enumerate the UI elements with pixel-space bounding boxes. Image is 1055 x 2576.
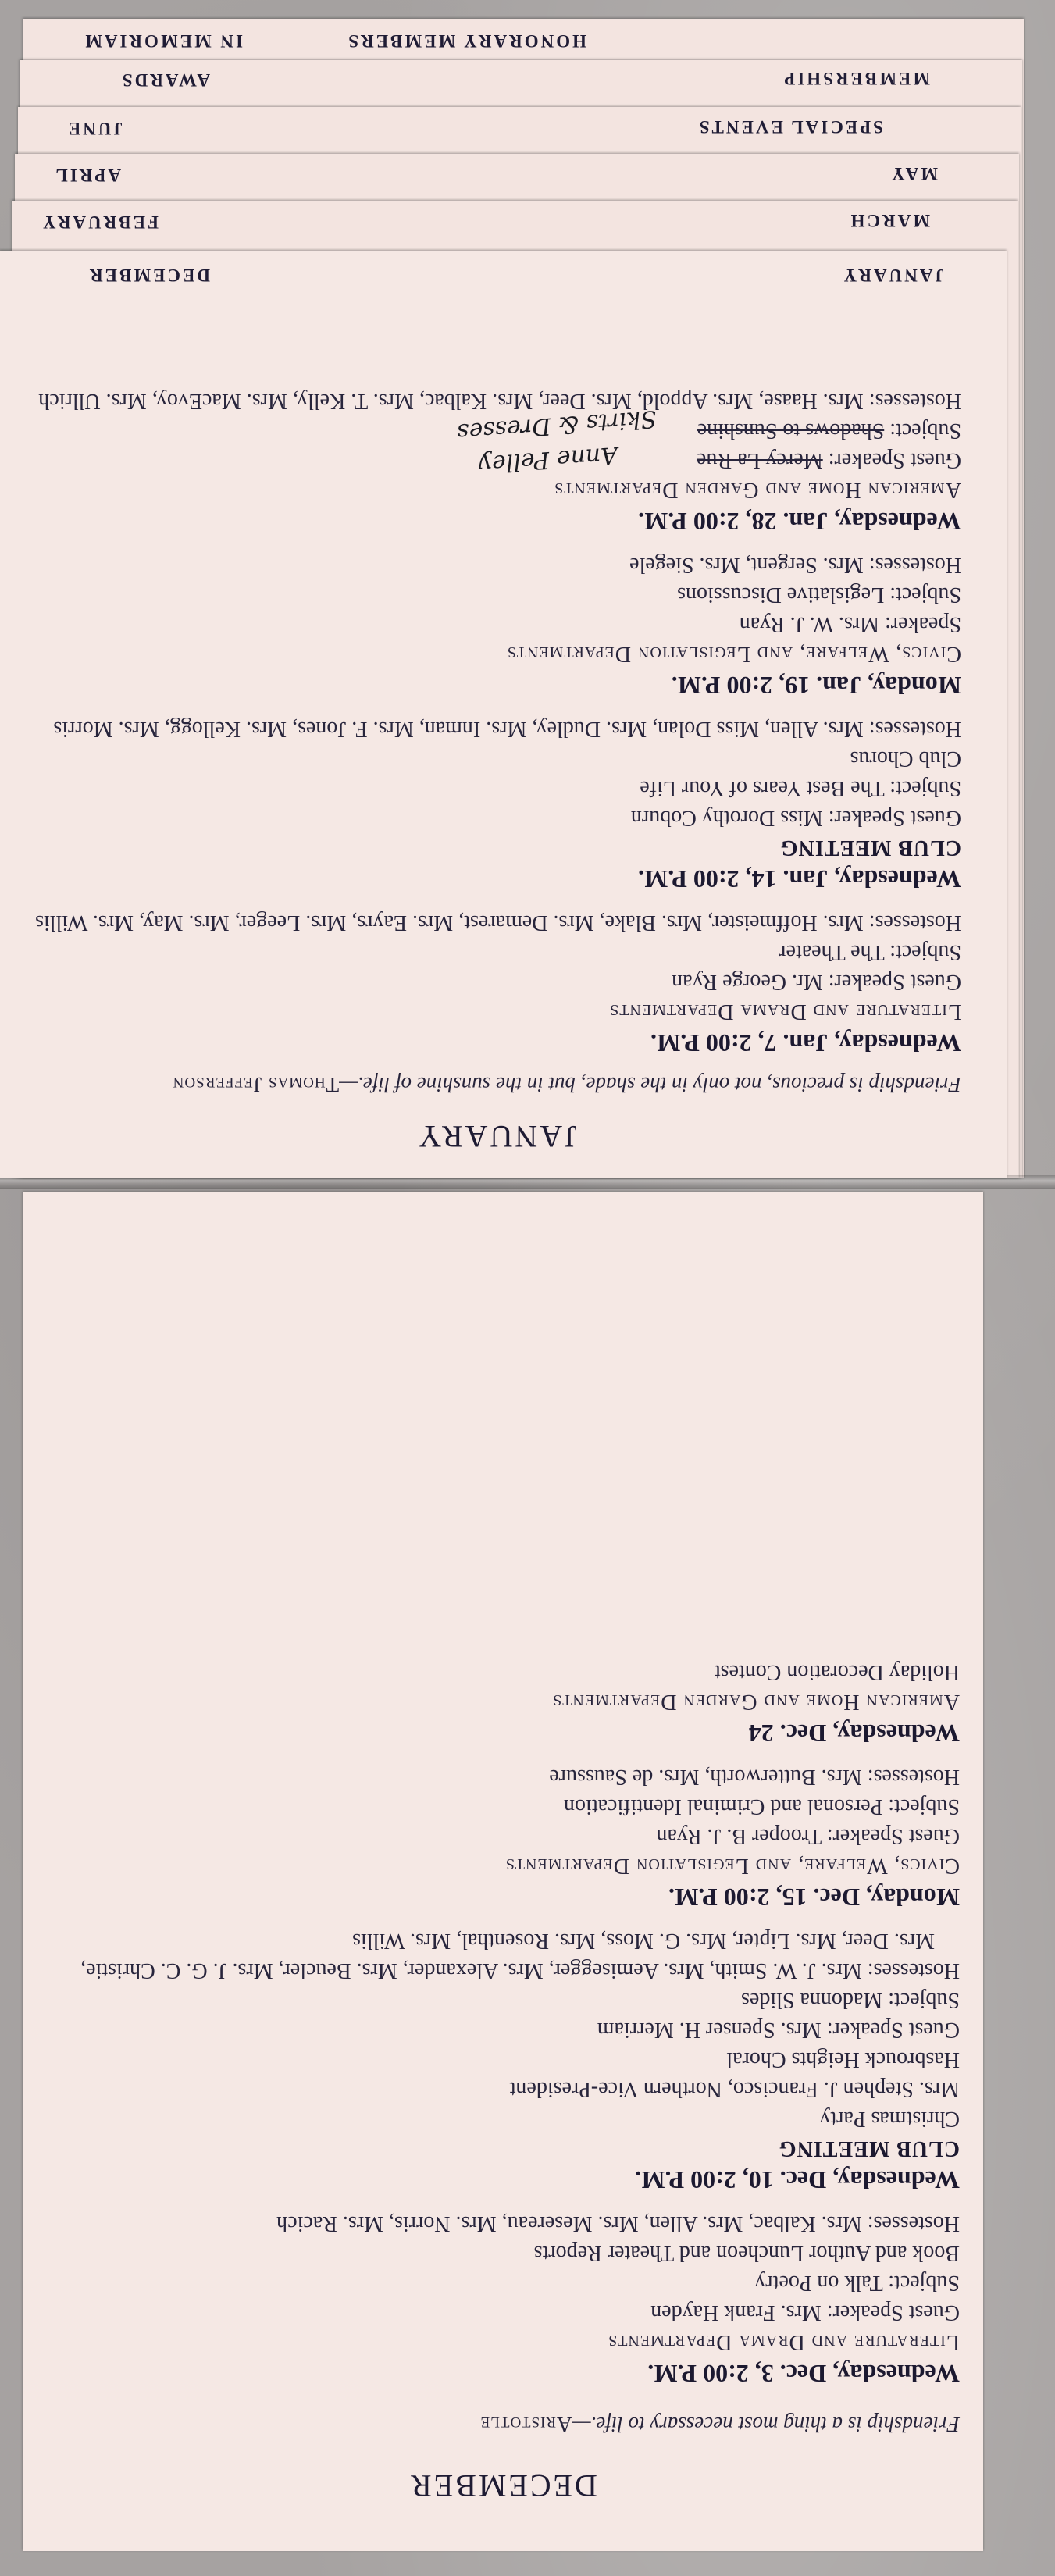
event-jan-28 [32, 386, 961, 539]
event-club-meeting: CLUB MEETING [779, 836, 961, 860]
event-note: Hasbrouck Heights Choral [726, 2047, 960, 2072]
event-department: American Home and Garden Departments [552, 1690, 960, 1714]
event-department: American Home and Garden Departments [554, 478, 961, 502]
event-jan-7 [32, 907, 961, 1060]
event-speaker: Guest Speaker: Miss Dorothy Coburn [630, 806, 961, 830]
event-date: Wednesday, Jan. 14, 2:00 P.M. [638, 865, 961, 893]
tab-december[interactable]: DECEMBER [87, 265, 210, 285]
event-hostesses: Hostesses: Mrs. J. W. Smith, Mrs. Aemisegger, Mrs. Alexander, Mrs. Beucler, Mrs. J. G. C. Christie, Mrs. Deer, Mrs. Lipter, Mrs. G. Moss, Mrs. Rosenthal, Mrs. Willis [80, 1929, 960, 1983]
struck-speaker-name: Mercy La Rue [696, 448, 823, 472]
event-hostesses: Hostesses: Mrs. Allen, Miss Dolan, Mrs. Dudley, Mrs. Inman, Mrs. F. Jones, Mrs. Kellogg, Mrs. Morris [53, 717, 961, 741]
event-department: Literature and Drama Departments [608, 2330, 960, 2354]
event-hostesses: Hostesses: Mrs. Sergent, Mrs. Siegele [629, 553, 961, 577]
event-subject: Subject: Madonna Slides [741, 1988, 960, 2012]
handwritten-speaker-note: Anne Pelley [477, 440, 619, 479]
event-subject: Subject: The Theater [779, 940, 961, 964]
january-quote: Friendship is precious, not only in the shade, but in the sunshine of life.—Thomas Jefferson [172, 1073, 961, 1096]
event-speaker: Guest Speaker: Mr. George Ryan [672, 970, 961, 994]
page-title-january: JANUARY [416, 1119, 577, 1154]
tab-awards[interactable]: AWARDS [119, 70, 210, 90]
event-department: Literature and Drama Departments [609, 999, 961, 1024]
tab-february[interactable]: FEBRUARY [41, 212, 159, 232]
tab-january[interactable]: JANUARY [841, 265, 944, 285]
event-date: Wednesday, Jan. 28, 2:00 P.M. [638, 508, 961, 536]
event-hostesses: Hostesses: Mrs. Hoffmeister, Mrs. Blake, Mrs. Demarest, Mrs. Eayrs, Mrs. Leeger, Mrs. May, Mrs. Willis [35, 910, 961, 935]
january-quote-author: Thomas Jefferson [172, 1073, 340, 1096]
event-club-meeting: CLUB MEETING [778, 2136, 960, 2161]
event-department: Civics, Welfare, and Legislation Departments [504, 1854, 960, 1878]
event-note: Holiday Decoration Contest [714, 1660, 960, 1684]
event-note: Book and Author Luncheon and Theater Reports [533, 2241, 960, 2265]
event-note: Mrs. Stephen J. Francisco, Northern Vice-President [509, 2077, 960, 2101]
event-subject: Subject: Shadows to Sunshine [697, 419, 961, 443]
struck-subject: Shadows to Sunshine [697, 419, 885, 443]
event-speaker: Guest Speaker: Mrs. Spenser H. Merriam [597, 2018, 960, 2042]
tab-june[interactable]: JUNE [66, 119, 123, 138]
event-speaker: Guest Speaker: Mercy La Rue [696, 448, 961, 472]
event-speaker: Speaker: Mrs. W. J. Ryan [739, 612, 961, 636]
event-dec-15 [46, 1762, 960, 1915]
event-date: Monday, Jan. 19, 2:00 P.M. [671, 672, 961, 700]
event-date: Wednesday, Dec. 24 [748, 1719, 960, 1748]
event-note: Club Chorus [850, 746, 961, 771]
event-subject: Subject: Legislative Discussions [677, 583, 961, 607]
event-date: Monday, Dec. 15, 2:00 P.M. [668, 1883, 960, 1912]
tab-may[interactable]: MAY [889, 164, 938, 183]
tab-honorary-members[interactable]: HONORARY MEMBERS [346, 31, 586, 51]
january-page [0, 251, 1007, 1178]
tab-in-memoriam[interactable]: IN MEMORIAM [83, 31, 243, 51]
december-page [23, 1192, 983, 2551]
event-subject: Subject: Talk on Poetry [754, 2271, 960, 2295]
event-note: Christmas Party [819, 2107, 960, 2131]
event-dec-24 [46, 1657, 960, 1751]
event-hostesses: Hostesses: Mrs. Haase, Mrs. Appold, Mrs. Deer, Mrs. Kalbac, Mrs. T. Kelly, Mrs. MacEvoy, Mrs. Ullrich [38, 389, 961, 413]
event-date: Wednesday, Dec. 3, 2:00 P.M. [647, 2360, 960, 2388]
event-jan-19 [32, 550, 961, 703]
handwritten-subject-note: Skirts & Dresses [456, 404, 658, 446]
event-dec-3 [46, 2208, 960, 2391]
page-title-december: DECEMBER [408, 2468, 597, 2503]
event-dec-10 [46, 1926, 960, 2197]
december-quote: Friendship is a thing most necessary to life.—Aristotle [479, 2413, 960, 2436]
event-hostesses: Hostesses: Mrs. Kalbac, Mrs. Allen, Mrs. Mesereau, Mrs. Norris, Mrs. Racich [276, 2211, 960, 2236]
event-subject: Subject: The Best Years of Your Life [640, 776, 961, 800]
tab-special-events[interactable]: SPECIAL EVENTS [697, 117, 883, 137]
event-jan-14 [32, 714, 961, 896]
tab-april[interactable]: APRIL [53, 166, 121, 185]
tab-membership-label[interactable]: MEMBERSHIP [782, 69, 930, 88]
event-speaker: Guest Speaker: Trooper B. J. Ryan [656, 1824, 960, 1848]
event-department: Civics, Welfare, and Legislation Departments [506, 642, 961, 666]
event-date: Wednesday, Jan. 7, 2:00 P.M. [650, 1029, 961, 1057]
december-quote-author: Aristotle [479, 2413, 572, 2436]
event-speaker: Guest Speaker: Mrs. Frank Hayden [650, 2300, 960, 2325]
tab-march[interactable]: MARCH [848, 211, 930, 230]
event-date: Wednesday, Dec. 10, 2:00 P.M. [635, 2166, 960, 2194]
event-subject: Subject: Personal and Criminal Identification [564, 1794, 960, 1819]
event-hostesses: Hostesses: Mrs. Butterworth, Mrs. de Saussure [549, 1765, 960, 1789]
